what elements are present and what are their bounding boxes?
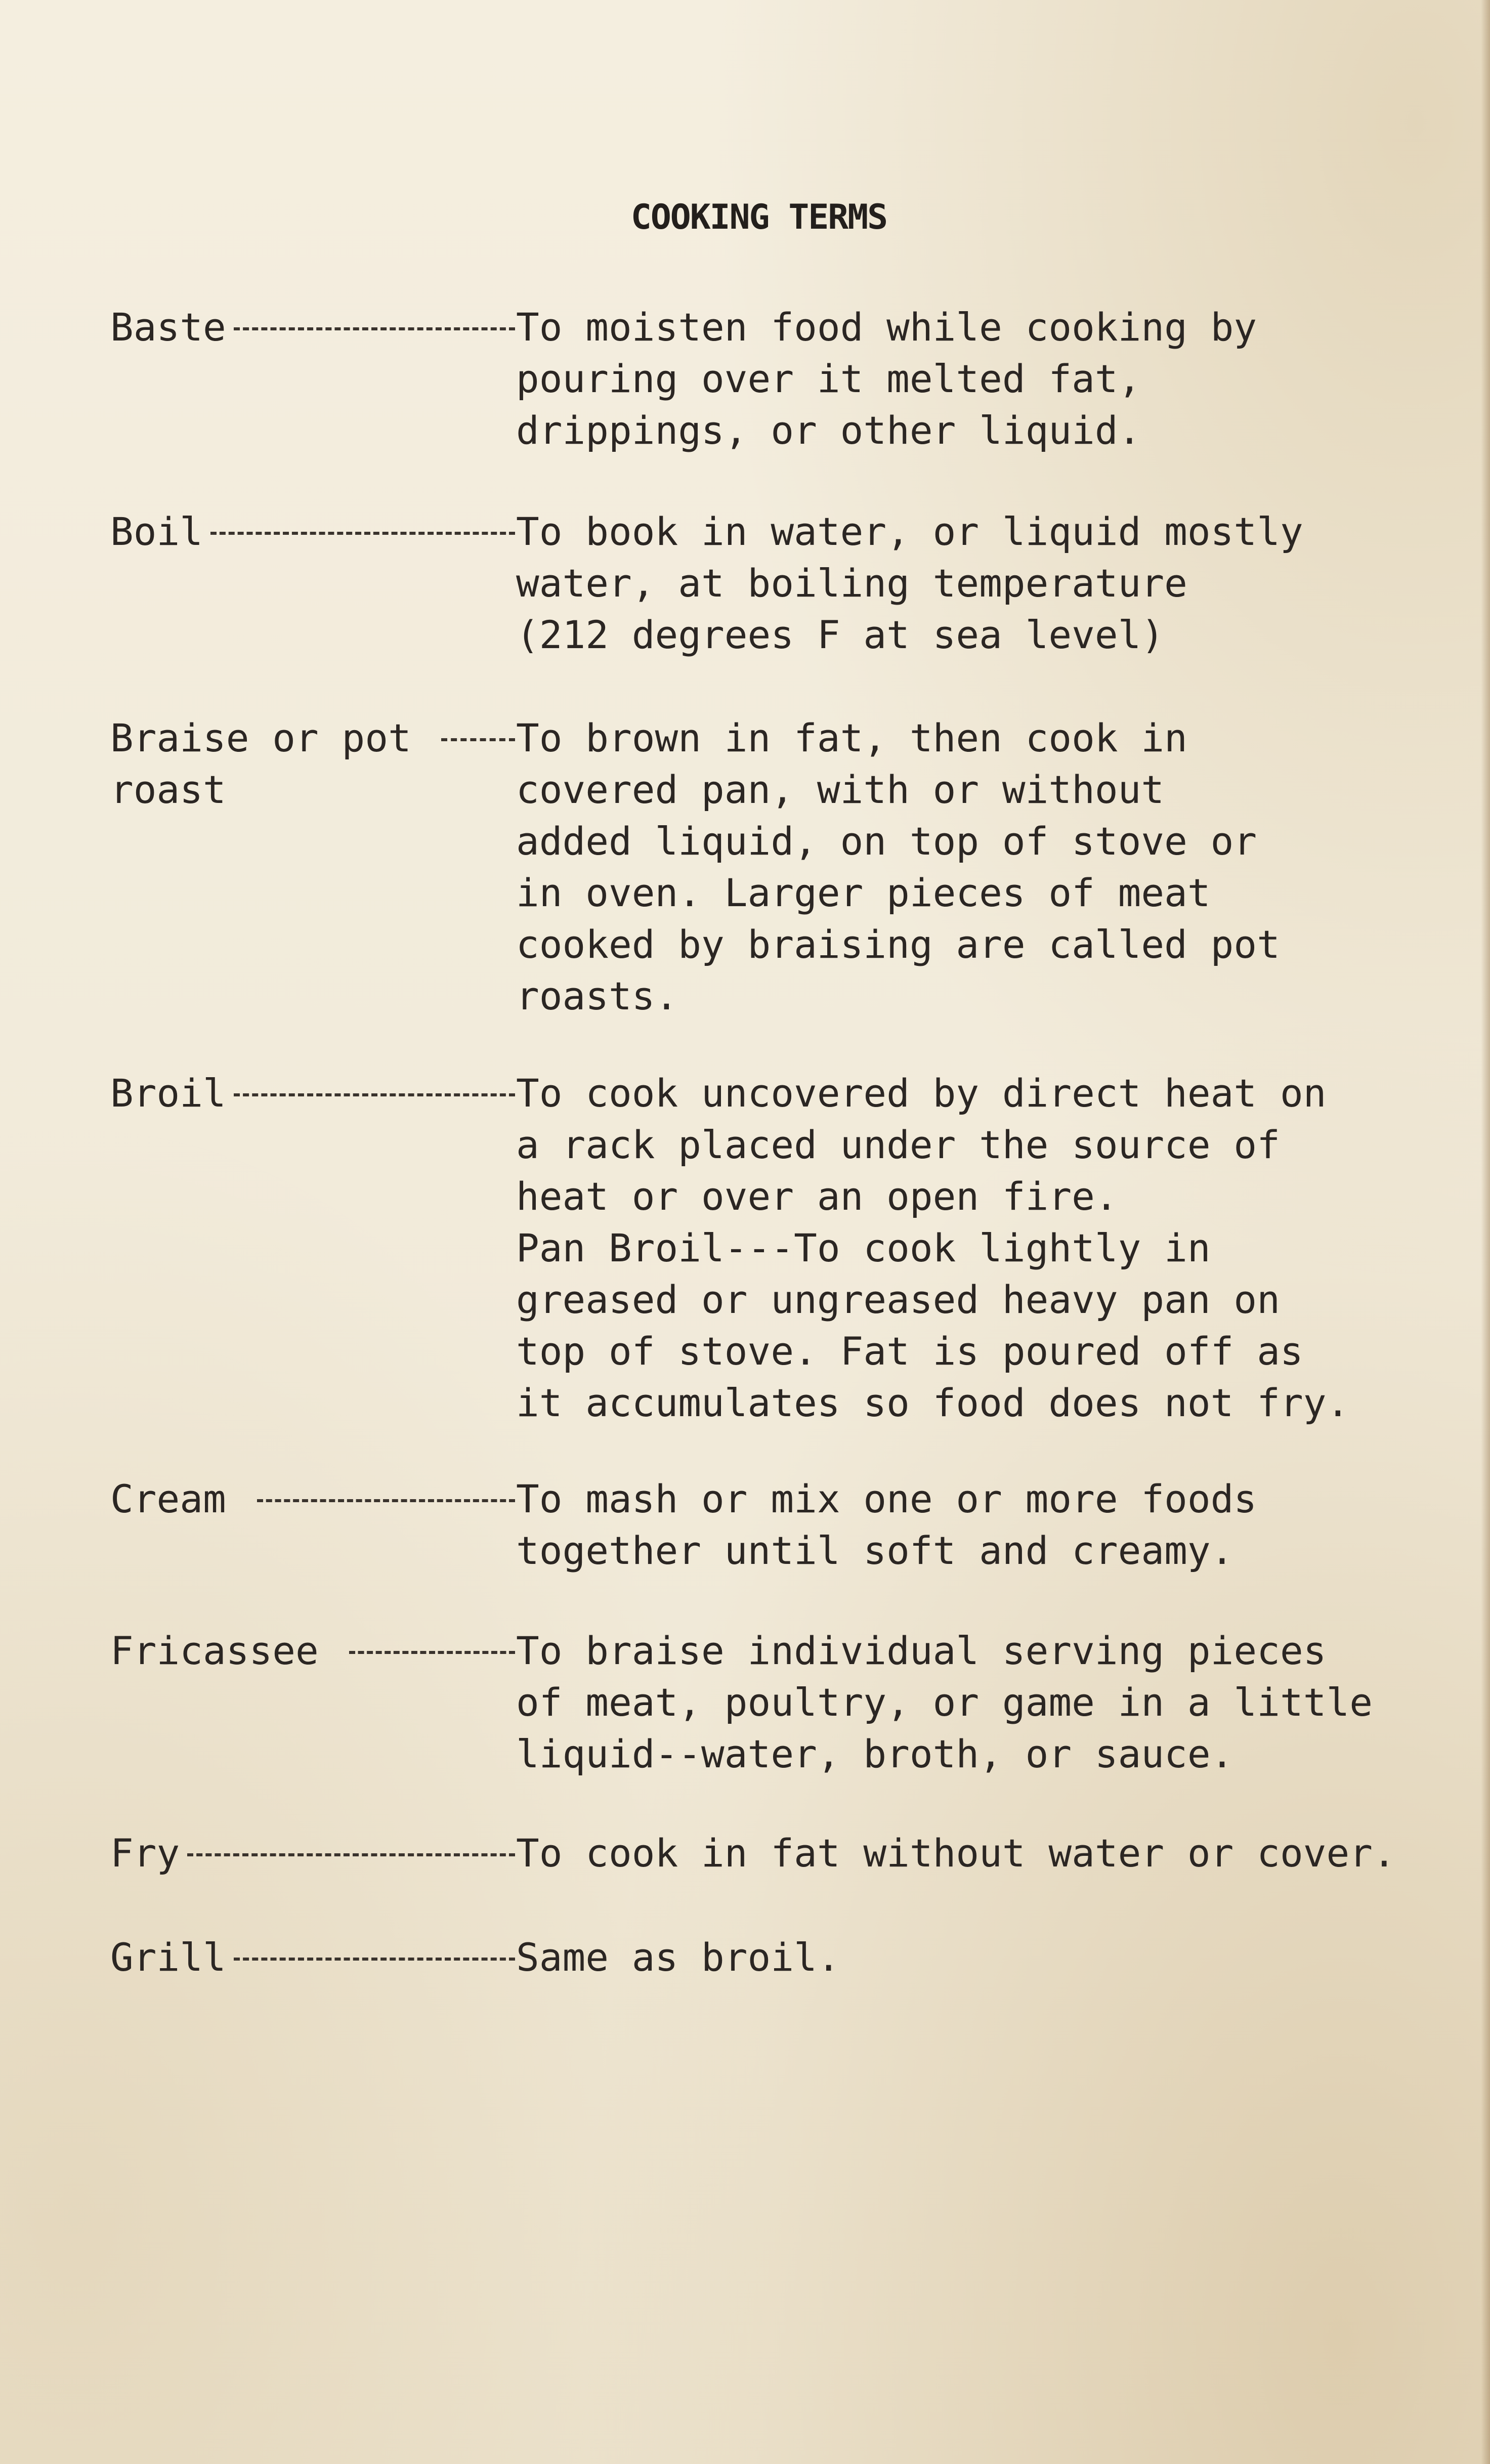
term-label: Broil xyxy=(110,1071,226,1116)
definition-line: To cook uncovered by direct heat on xyxy=(516,1071,1327,1116)
definition-line: added liquid, on top of stove or xyxy=(516,819,1257,864)
definition-line: cooked by braising are called pot xyxy=(516,922,1280,967)
definition-line: drippings, or other liquid. xyxy=(516,408,1141,453)
term-definition xyxy=(516,302,1477,456)
definition-line: heat or over an open fire. xyxy=(516,1174,1118,1219)
term-label-continued: roast xyxy=(110,767,226,812)
definition-line: To brown in fat, then cook in xyxy=(516,715,1187,760)
definition-line: To mash or mix one or more foods xyxy=(516,1476,1257,1521)
term-entry-broil xyxy=(0,1068,1490,1437)
term-label: Braise or pot xyxy=(110,715,411,760)
term-label: Fry xyxy=(110,1831,180,1876)
term-definition xyxy=(516,712,1477,1022)
definition-line: Pan Broil---To cook lightly in xyxy=(516,1225,1211,1270)
leader-dashes xyxy=(349,1651,515,1654)
leader-dashes xyxy=(210,532,515,535)
definition-line: Same as broil. xyxy=(516,1935,840,1980)
term-definition xyxy=(516,1625,1477,1780)
leader-dashes xyxy=(257,1499,515,1502)
page-title: COOKING TERMS xyxy=(630,197,887,237)
term-entry-fry xyxy=(0,1828,1490,1888)
definition-line: together until soft and creamy. xyxy=(516,1528,1234,1573)
definition-line: roasts. xyxy=(516,973,678,1018)
definition-line: covered pan, with or without xyxy=(516,767,1165,812)
leader-dashes xyxy=(234,1093,515,1096)
leader-dashes xyxy=(234,1958,515,1961)
term-definition xyxy=(516,1828,1477,1879)
definition-line: To cook in fat without water or cover. xyxy=(516,1831,1396,1876)
term-entry-baste xyxy=(0,302,1490,504)
definition-line: of meat, poultry, or game in a little xyxy=(516,1680,1373,1725)
term-entry-boil xyxy=(0,506,1490,708)
term-label: Cream xyxy=(110,1476,226,1521)
leader-dashes xyxy=(234,327,515,330)
term-entry-fricassee xyxy=(0,1625,1490,1787)
term-label: Boil xyxy=(110,509,203,554)
definition-line: a rack placed under the source of xyxy=(516,1122,1280,1167)
definition-line: To braise individual serving pieces xyxy=(516,1628,1327,1673)
definition-line: in oven. Larger pieces of meat xyxy=(516,870,1211,915)
definition-line: water, at boiling temperature xyxy=(516,561,1187,606)
definition-line: liquid--water, broth, or sauce. xyxy=(516,1731,1234,1776)
term-definition xyxy=(516,1068,1477,1429)
definition-line: To book in water, or liquid mostly xyxy=(516,509,1303,554)
term-definition xyxy=(516,1932,1477,1983)
term-entry-braise xyxy=(0,712,1490,1026)
definition-line: top of stove. Fat is poured off as xyxy=(516,1329,1303,1374)
term-entry-grill xyxy=(0,1932,1490,1992)
term-label: Baste xyxy=(110,305,226,350)
definition-line: pouring over it melted fat, xyxy=(516,356,1141,401)
term-entry-cream xyxy=(0,1473,1490,1585)
definition-line: it accumulates so food does not fry. xyxy=(516,1380,1350,1425)
term-definition xyxy=(516,506,1477,661)
term-label: Grill xyxy=(110,1935,226,1980)
definition-line: (212 degrees F at sea level) xyxy=(516,612,1165,657)
definition-line: greased or ungreased heavy pan on xyxy=(516,1277,1280,1322)
leader-dashes xyxy=(441,738,515,741)
leader-dashes xyxy=(187,1853,515,1856)
term-definition xyxy=(516,1473,1477,1577)
definition-line: To moisten food while cooking by xyxy=(516,305,1257,350)
term-label: Fricassee xyxy=(110,1628,319,1673)
